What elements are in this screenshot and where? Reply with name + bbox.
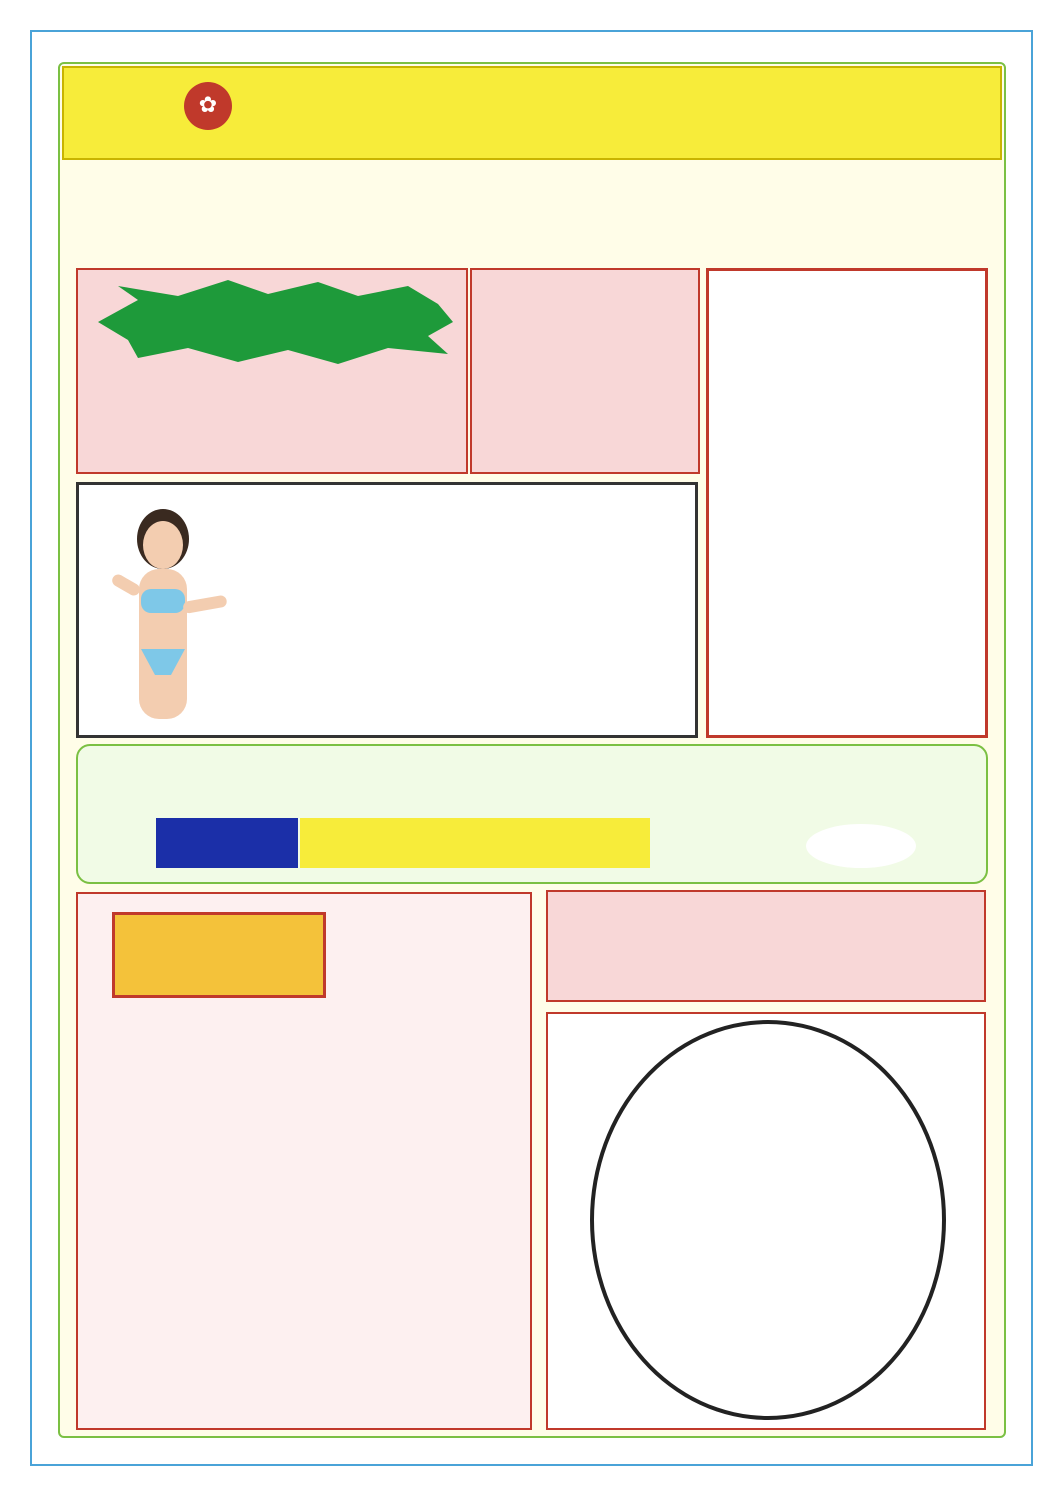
special-poem: [300, 818, 650, 868]
golden-strategy-panel: [76, 268, 468, 474]
wheel-panel: [546, 1012, 986, 1430]
blessing-panel: [546, 890, 986, 1002]
one-char-panel: [470, 268, 700, 474]
model-photo: [91, 499, 231, 729]
draw-results: [66, 168, 998, 260]
humor-panel: [76, 892, 532, 1430]
humor-badge: [112, 912, 326, 998]
code-value: [806, 824, 916, 868]
heart-column-panel: [706, 268, 988, 738]
internal-panel: [76, 482, 698, 738]
star-burst-icon: [88, 280, 458, 364]
wheel-circle: [590, 1020, 946, 1420]
header-bar: [62, 66, 1002, 160]
mid-banner: [76, 744, 988, 884]
poem-label: [156, 818, 298, 868]
emblem-icon: ✿: [184, 82, 232, 130]
